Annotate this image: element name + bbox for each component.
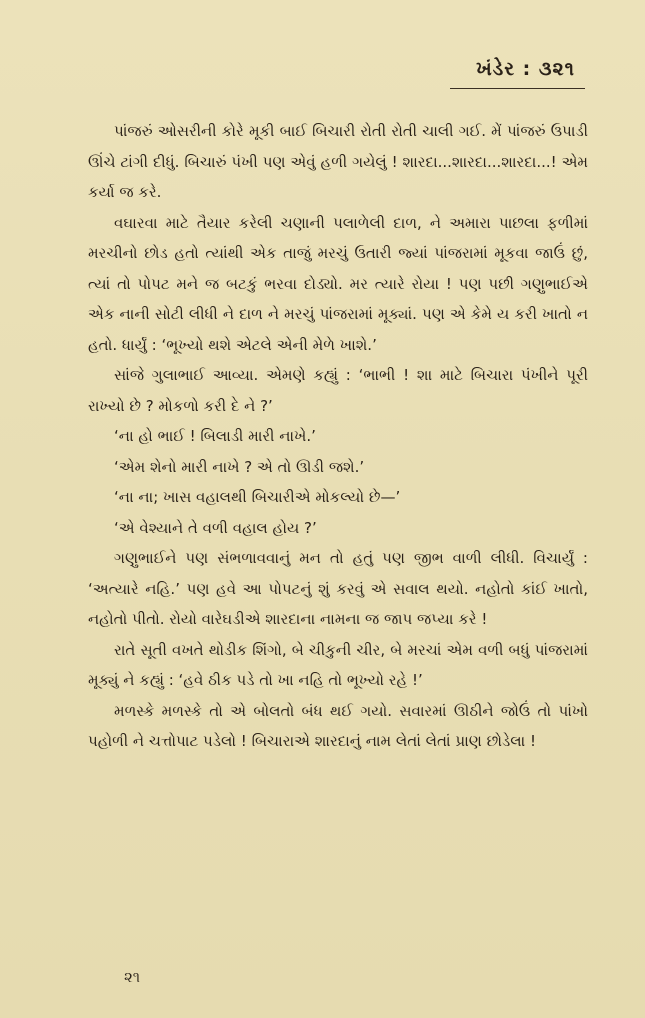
- dialogue-line-3: ‘ના ના; ખાસ વહાલથી બિચારીએ મોકલ્યો છે—’: [114, 488, 401, 506]
- header-underline: [450, 88, 585, 89]
- paragraph-5: રાતે સૂતી વખતે થોડીક શિંગો, બે ચીકુની ચીર, બે મરચાં એમ વળી બધું પાંજરામાં મૂક્યું ને કહ્યું : ‘હવે ઠીક પડે તો ખા નહિ તો ભૂખ્યો રહે !’: [88, 640, 588, 689]
- page-body: [88, 116, 588, 757]
- running-header: ખંડેર : ૩૨૧: [476, 58, 575, 80]
- dialogue-line-2: ‘એમ શેનો મારી નાખે ? એ તો ઊડી જશે.’: [114, 457, 365, 476]
- paragraph-2: વઘારવા માટે તૈયાર કરેલી ચણાની પલાળેલી દાળ, ને અમારા પાછલા ફળીમાં મરચીનો છોડ હતો ત્યાંથી એક તાજું મરચું ઉતારી જ્યાં પાંજરામાં મૂકવા જાઉં છું, ત્યાં તો પોપટ મને જ બટકું ભરવા દોડ્યો. મર ત્યારે રોયા ! પણ પછી ગણુભાઈએ એક નાની સોટી લીધી ને દાળ ને મરચું પાંજરામાં મૂક્યાં. પણ એ કેમે ય કરી ખાતો ન હતો. ધાર્યું : ‘ભૂખ્યો થશે એટલે એની મેળે ખાશે.’: [88, 213, 588, 354]
- paragraph-1: પાંજરું ઓસરીની કોરે મૂકી બાઈ બિચારી રોતી રોતી ચાલી ગઈ. મેં પાંજરું ઉપાડી ઊંચે ટાંગી દીધું. બિચારું પંખી પણ એવું હળી ગયેલું ! શારદા...શારદા...શારદા...! એમ કર્યા જ કરે.: [88, 122, 588, 201]
- paragraph-6: મળસ્કે મળસ્કે તો એ બોલતો બંધ થઈ ગયો. સવારમાં ઊઠીને જોઉં તો પાંખો પહોળી ને ચત્તોપાટ પડેલો ! બિચારાએ શારદાનું નામ લેતાં લેતાં પ્રાણ છોડેલા !: [88, 701, 588, 750]
- paragraph-4: ગણુભાઈને પણ સંભળાવવાનું મન તો હતું પણ જીભ વાળી લીધી. વિચાર્યું : ‘અત્યારે નહિ.’ પણ હવે આ પોપટનું શું કરવું એ સવાલ થયો. નહોતો કાંઈ ખાતો, નહોતો પીતો. રોયો વારેઘડીએ શારદાના નામના જ જાપ જપ્યા કરે !: [88, 549, 588, 628]
- dialogue-line-1: ‘ના હો ભાઈ ! બિલાડી મારી નાખે.’: [114, 427, 316, 445]
- dialogue-line-4: ‘એ વેશ્યાને તે વળી વહાલ હોય ?’: [114, 518, 317, 537]
- paragraph-3: સાંજે ગુલાભાઈ આવ્યા. એમણે કહ્યું : ‘ભાભી ! શા માટે બિચારા પંખીને પૂરી રાખ્યો છે ? મોકળો કરી દે ને ?’: [88, 366, 588, 415]
- signature-mark: ૨૧: [124, 968, 141, 986]
